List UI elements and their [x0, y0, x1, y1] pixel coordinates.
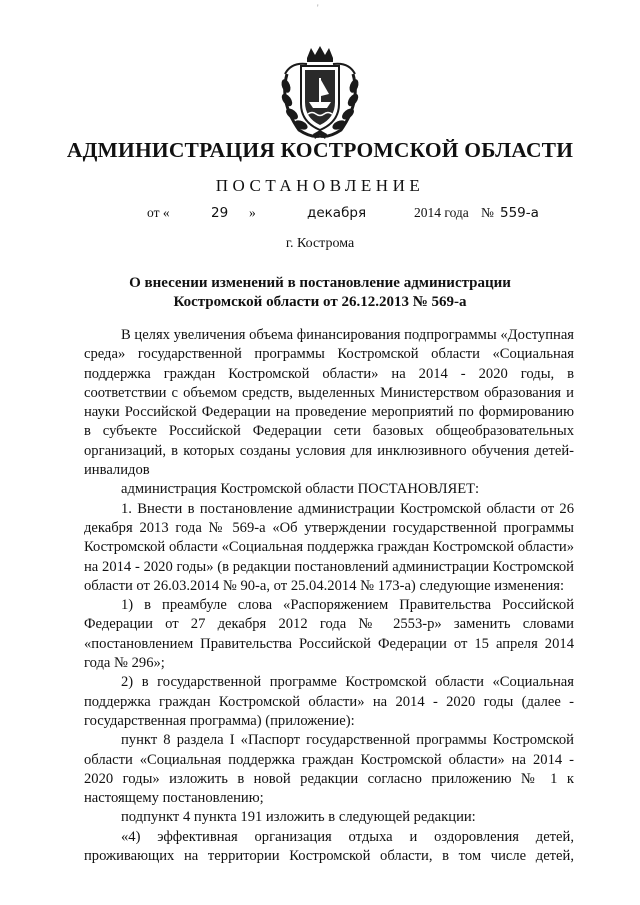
date-year: 2014 года — [414, 205, 469, 220]
scan-mark: ' — [317, 3, 319, 13]
subject-line-1: О внесении изменений в постановление администрации — [129, 275, 511, 291]
document-number: 559-а — [500, 205, 539, 221]
number-sign: № — [481, 205, 494, 220]
date-day-close: » — [249, 205, 256, 220]
date-month: декабря — [307, 205, 367, 221]
coat-of-arms-icon — [277, 44, 363, 140]
paragraph-resolves: администрация Костромской области ПОСТАНОВЛЯЕТ: — [121, 481, 480, 498]
paragraph-quote-4: «4) эффективная организация отдыха и оздоровления детей, проживающих на территории Костромской области, в том числе детей, — [84, 828, 574, 865]
date-prefix: от « — [147, 205, 170, 220]
paragraph-item-1: 1. Внести в постановление администрации Костромской области от 26 декабря 2013 года № 569-а «Об утверждении государственной программы Костромской области «Социальная поддержка граждан Костромской области» на 2014 - 2020 годы» (в редакции постановлений администрации Костромской области от 26.03.2014 № 90-а, от 25.04.2014 № 173-а) следующие изменения: — [84, 500, 574, 594]
paragraph-item-1-2: 2) в государственной программе Костромской области «Социальная поддержка граждан Костромской области» на 2014 - 2020 годы (далее - государственная программа) (приложение): — [84, 674, 574, 729]
subject-line-2: Костромской области от 26.12.2013 № 569-а — [173, 294, 467, 310]
city: г. Кострома — [285, 236, 355, 251]
document-subject — [110, 274, 530, 312]
paragraph-preamble: В целях увеличения объема финансирования подпрограммы «Доступная среда» государственной программы Костромской области «Социальная поддержка граждан Костромской области» на 2014 - 2020 годы, в соответствии с объемом средств, выделенных Министерством образования и науки Российской Федерации на проведение мероприятий по формированию в субъекте Российской Федерации сети базовых общеобразовательных организаций, в которых созданы условия для инклюзивного обучения детей-инвалидов — [84, 327, 575, 479]
organization-name: АДМИНИСТРАЦИЯ КОСТРОМСКОЙ ОБЛАСТИ — [66, 138, 574, 162]
paragraph-item-1-1: 1) в преамбуле слова «Распоряжением Правительства Российской Федерации от 27 декабря 2012 года № 2553-р» заменить словами «постановлением Правительства Российской Федерации от 15 апреля 2014 года № 296»; — [84, 597, 574, 672]
paragraph-point-8: пункт 8 раздела I «Паспорт государственной программы Костромской области «Социальная поддержка граждан Костромской области» на 2014 - 2020 годы» изложить в новой редакции согласно приложению № 1 к настоящему постановлению; — [84, 732, 574, 807]
date-day: 29 — [211, 205, 229, 221]
paragraph-subpoint-4: подпункт 4 пункта 191 изложить в следующей редакции: — [121, 809, 476, 826]
document-body — [84, 326, 574, 866]
date-line — [0, 205, 640, 225]
document-type: ПОСТАНОВЛЕНИЕ — [215, 176, 425, 195]
